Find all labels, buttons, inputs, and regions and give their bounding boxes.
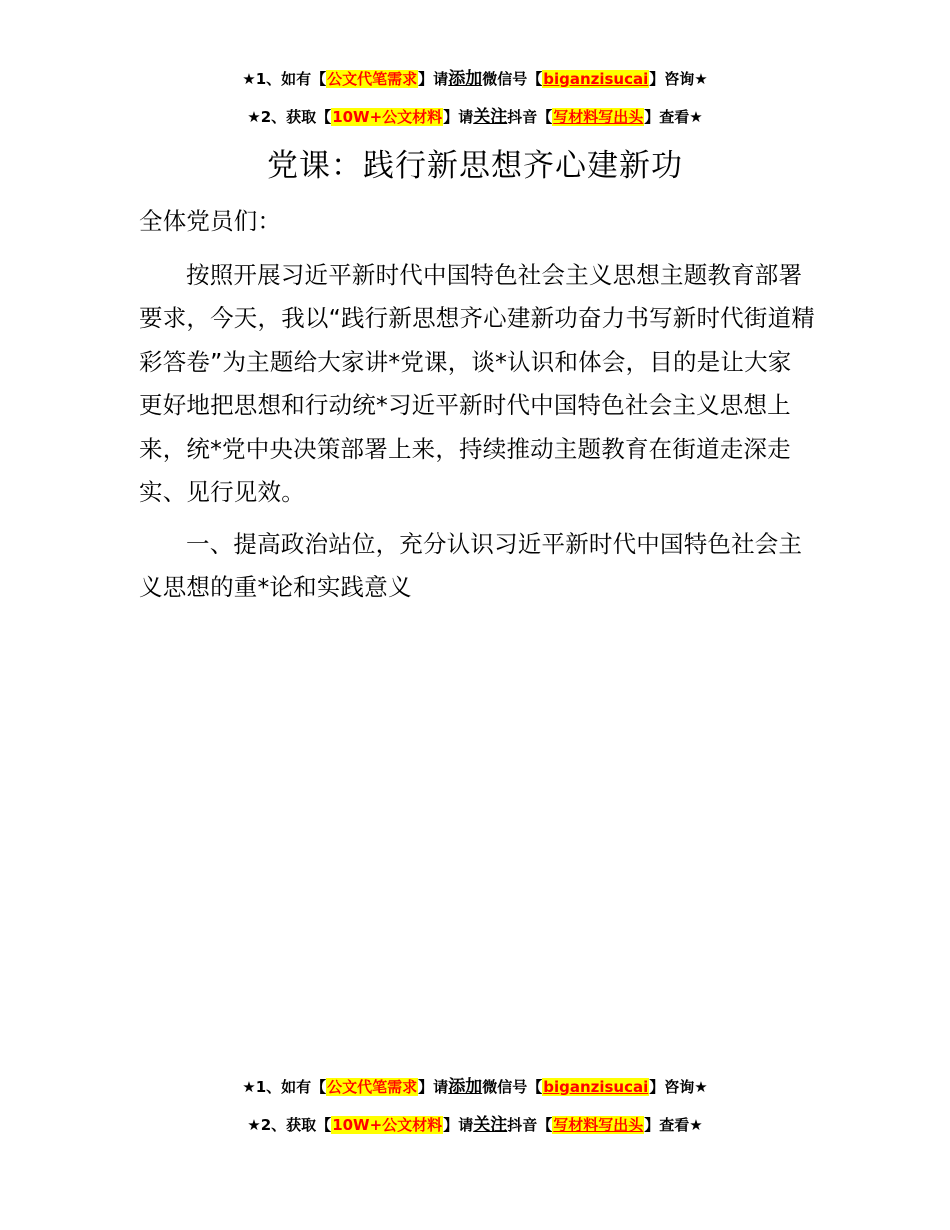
banner-line-2-suffix: 】查看★: [644, 108, 703, 126]
greeting: 全体党员们：: [139, 207, 282, 235]
banner-line-1-suffix: 】咨询★: [649, 70, 708, 88]
bottom-banner-line-2-suffix: 】查看★: [644, 1116, 703, 1134]
banner-line-1-mid-2: 微信号【: [482, 70, 543, 88]
bottom-banner-line-1-suffix: 】咨询★: [649, 1078, 708, 1096]
bottom-banner: [0, 1068, 950, 1144]
banner-line-2-prefix: ★2、获取【: [247, 108, 332, 126]
bottom-banner-line-1-mid-2: 微信号【: [482, 1078, 543, 1096]
bottom-banner-line-1-highlight-service: 公文代笔需求: [327, 1078, 418, 1096]
banner-line-1-mid: 】请: [418, 70, 449, 88]
bottom-banner-line-2-mid-2: 抖音【: [507, 1116, 553, 1134]
bottom-banner-line-2-highlight-materials: 10W+公文材料: [332, 1116, 443, 1134]
banner-line-2-douyin-id: 写材料写出头: [553, 108, 644, 126]
paragraph-section-1-heading: 一、提高政治站位，充分认识习近平新时代中国特色社会主义思想的重*论和实践意义: [139, 529, 803, 601]
banner-line-1-highlight-service: 公文代笔需求: [327, 70, 418, 88]
bottom-banner-line-2-mid: 】请: [443, 1116, 474, 1134]
bottom-banner-line-1: [0, 1068, 950, 1106]
banner-line-1-wechat-id: biganzisucai: [543, 70, 649, 88]
bottom-banner-line-1-wechat-id: biganzisucai: [543, 1078, 649, 1096]
banner-line-2-mid-2: 抖音【: [507, 108, 553, 126]
banner-line-1: [0, 60, 950, 98]
bottom-banner-line-2-emphasis: 关注: [473, 1115, 508, 1135]
bottom-banner-line-1-prefix: ★1、如有【: [242, 1078, 327, 1096]
bottom-banner-line-1-emphasis: 添加: [448, 1077, 483, 1097]
bottom-banner-line-2-douyin-id: 写材料写出头: [553, 1116, 644, 1134]
banner-line-1-emphasis: 添加: [448, 69, 483, 89]
banner-line-2-emphasis: 关注: [473, 107, 508, 127]
bottom-banner-line-2: [0, 1106, 950, 1144]
bottom-banner-line-1-mid: 】请: [418, 1078, 449, 1096]
banner-line-1-prefix: ★1、如有【: [242, 70, 327, 88]
banner-line-2-highlight-materials: 10W+公文材料: [332, 108, 443, 126]
banner-line-2-mid: 】请: [443, 108, 474, 126]
document-title: 党课：践行新思想齐心建新功: [267, 148, 683, 184]
top-banner: [0, 60, 950, 136]
document-body: [139, 200, 815, 618]
banner-line-2: [0, 98, 950, 136]
bottom-banner-line-2-prefix: ★2、获取【: [247, 1116, 332, 1134]
paragraph-intro: 按照开展习近平新时代中国特色社会主义思想主题教育部署要求，今天，我以“践行新思想齐心建新功奋力书写新时代街道精彩答卷”为主题给大家讲*党课，谈*认识和体会，目的是让大家更好地把思想和行动统*习近平新时代中国特色社会主义思想上来，统*党中央决策部署上来，持续推动主题教育在街道走深走实、见行见效。: [139, 260, 815, 506]
